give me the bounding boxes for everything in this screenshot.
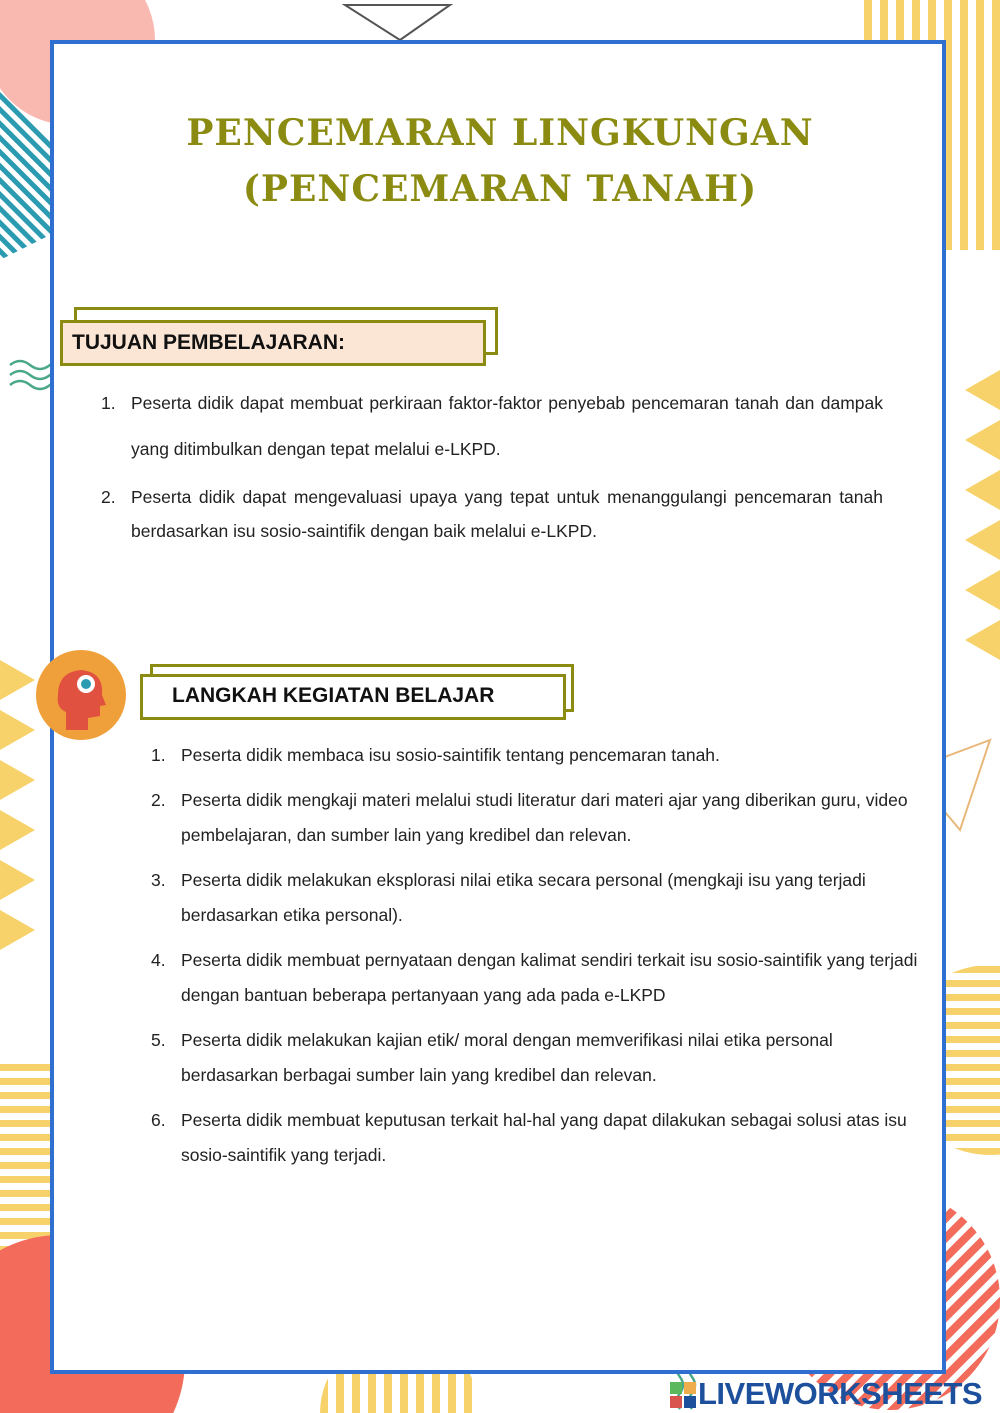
list-number: 4.: [151, 950, 166, 970]
steps-list: [151, 738, 933, 1183]
list-number: 2.: [151, 790, 166, 810]
list-item: [101, 380, 883, 472]
list-number: 2.: [101, 487, 116, 507]
list-text: Peserta didik melakukan kajian etik/ moral dengan memverifikasi nilai etika personal berdasarkan berbagai sumber lain yang kredibel dan relevan.: [181, 1030, 833, 1085]
list-text: Peserta didik membuat keputusan terkait hal-hal yang dapat dilakukan sebagai solusi atas isu sosio-saintifik yang terjadi.: [181, 1110, 907, 1165]
list-number: 1.: [101, 393, 116, 413]
liveworksheets-logo-icon: [670, 1382, 696, 1408]
list-item: [151, 783, 933, 853]
objectives-heading: TUJUAN PEMBELAJARAN:: [72, 331, 346, 354]
list-text: Peserta didik melakukan eksplorasi nilai etika secara personal (mengkaji isu yang terjadi berdasarkan etika personal).: [181, 870, 866, 925]
list-item: [151, 943, 933, 1013]
list-text: Peserta didik membaca isu sosio-saintifik tentang pencemaran tanah.: [181, 745, 720, 765]
list-text: Peserta didik dapat mengevaluasi upaya yang tepat untuk menanggulangi pencemaran tanah berdasarkan isu sosio-saintifik dengan baik melalui e-LKPD.: [131, 487, 883, 541]
list-number: 3.: [151, 870, 166, 890]
list-text: Peserta didik dapat membuat perkiraan faktor-faktor penyebab pencemaran tanah dan dampak yang ditimbulkan dengan tepat melalui e-LKPD.: [131, 393, 883, 459]
list-item: [151, 863, 933, 933]
steps-heading: LANGKAH KEGIATAN BELAJAR: [172, 684, 495, 707]
list-item: [151, 1023, 933, 1093]
list-number: 6.: [151, 1110, 166, 1130]
page-title: PENCEMARAN LINGKUNGAN: [186, 112, 814, 154]
brand-name[interactable]: LIVEWORKSHEETS: [698, 1376, 983, 1411]
list-item: [151, 738, 933, 773]
objectives-list: [101, 380, 883, 548]
list-text: Peserta didik membuat pernyataan dengan kalimat sendiri terkait isu sosio-saintifik yang terjadi dengan bantuan beberapa pertanyaan yang ada pada e-LKPD: [181, 950, 918, 1005]
list-item: [151, 1103, 933, 1173]
brain-head-icon: [36, 650, 126, 740]
list-text: Peserta didik mengkaji materi melalui studi literatur dari materi ajar yang diberikan guru, video pembelajaran, dan sumber lain yang kredibel dan relevan.: [181, 790, 908, 845]
list-item: [101, 480, 883, 548]
list-number: 5.: [151, 1030, 166, 1050]
list-number: 1.: [151, 745, 166, 765]
page-subtitle: (PENCEMARAN TANAH): [242, 168, 758, 210]
